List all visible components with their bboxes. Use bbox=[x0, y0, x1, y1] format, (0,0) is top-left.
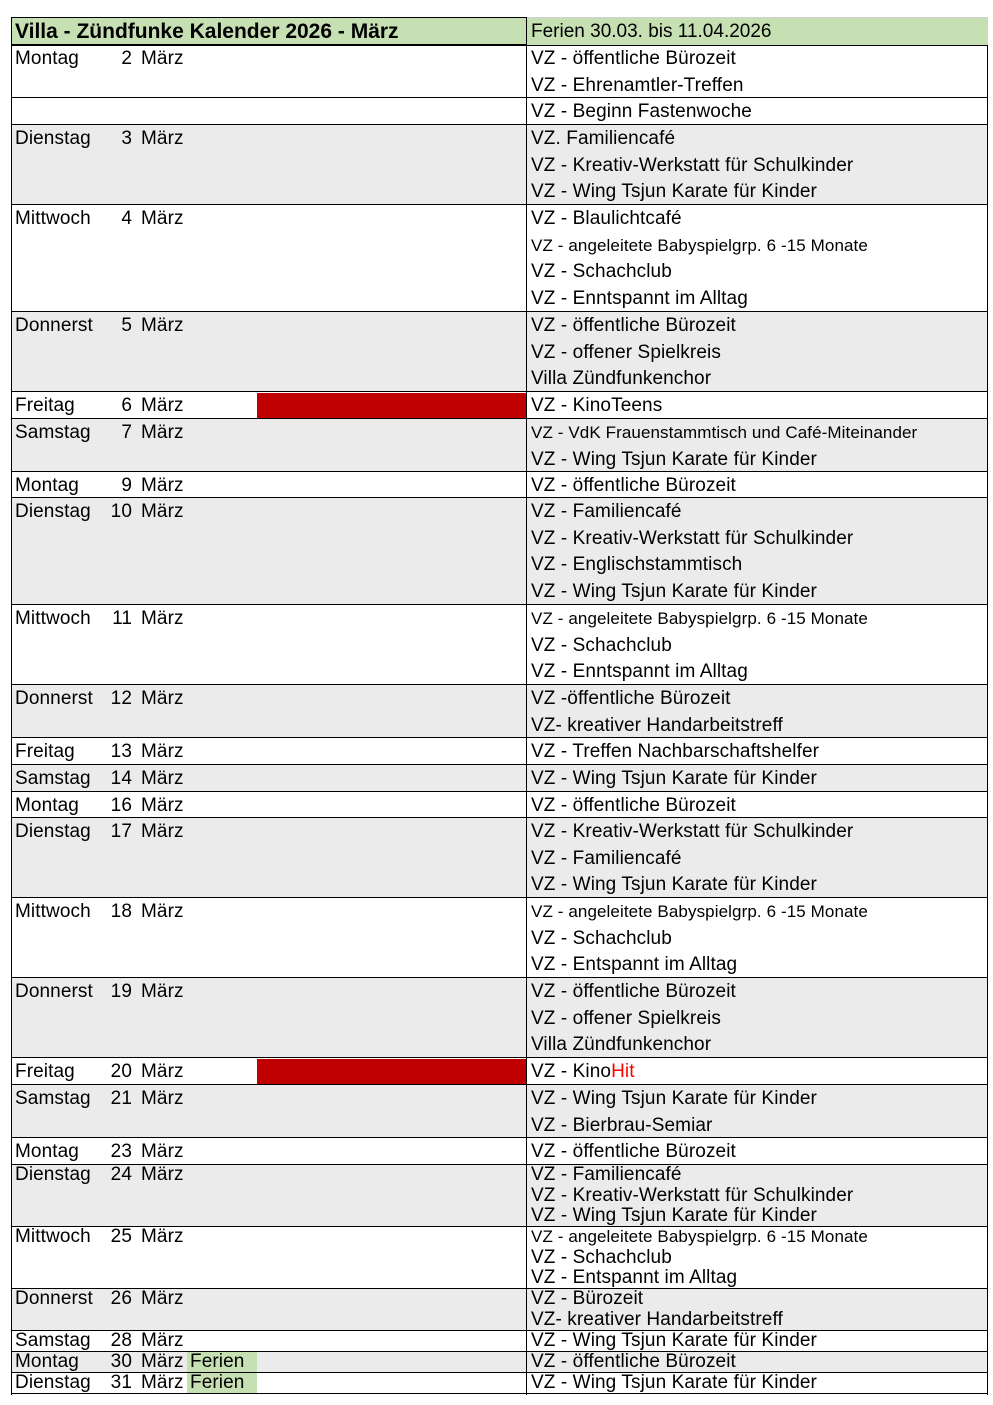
day-number: 16 bbox=[110, 795, 132, 816]
event-entry: VZ - öffentliche Bürozeit bbox=[531, 1351, 736, 1372]
kinohit-red-text: Hit bbox=[611, 1061, 635, 1082]
event-entry: VZ - Kreativ-Werkstatt für Schulkinder bbox=[531, 154, 854, 176]
row-divider bbox=[11, 1393, 988, 1394]
month-label: März bbox=[141, 1226, 184, 1247]
event-entry: VZ - Enntspannt im Alltag bbox=[531, 661, 748, 682]
event-entry: VZ - Wing Tsjun Karate für Kinder bbox=[531, 1205, 817, 1226]
month-label: März bbox=[141, 688, 184, 709]
month-label: März bbox=[141, 901, 184, 922]
day-number: 28 bbox=[110, 1330, 132, 1351]
day-number: 7 bbox=[121, 422, 132, 443]
highlight-bar bbox=[257, 1059, 527, 1085]
highlight-bar bbox=[257, 393, 527, 419]
weekday-label: Donnerst bbox=[15, 688, 93, 709]
event-entry: VZ - Familiencafé bbox=[531, 1164, 682, 1185]
month-label: März bbox=[141, 422, 184, 443]
event-entry: VZ - Blaulichtcafé bbox=[531, 208, 682, 229]
event-entry: VZ - Wing Tsjun Karate für Kinder bbox=[531, 181, 817, 202]
event-entry: VZ - Familiencafé bbox=[531, 501, 682, 522]
month-label: März bbox=[141, 795, 184, 816]
event-entry: VZ - Wing Tsjun Karate für Kinder bbox=[531, 874, 817, 895]
weekday-label: Samstag bbox=[15, 768, 91, 789]
weekday-label: Montag bbox=[15, 795, 79, 816]
event-entry: VZ - Wing Tsjun Karate für Kinder bbox=[531, 768, 817, 789]
event-entry: VZ - Bierbrau-Semiar bbox=[531, 1114, 713, 1136]
weekday-label: Mittwoch bbox=[15, 1226, 91, 1247]
month-label: März bbox=[141, 1141, 184, 1162]
weekday-label: Dienstag bbox=[15, 501, 91, 522]
holiday-label: Ferien bbox=[190, 1351, 245, 1372]
event-entry: VZ - KinoHit bbox=[531, 1061, 635, 1082]
event-entry: Villa Zündfunkenchor bbox=[531, 1034, 712, 1055]
column-divider bbox=[526, 17, 527, 1395]
event-entry: VZ - Kreativ-Werkstatt für Schulkinder bbox=[531, 1184, 854, 1206]
event-entry: VZ - Entspannt im Alltag bbox=[531, 1267, 738, 1288]
day-number: 3 bbox=[121, 128, 132, 149]
day-number: 26 bbox=[110, 1288, 132, 1309]
event-entry: VZ - Wing Tsjun Karate für Kinder bbox=[531, 580, 817, 602]
day-number: 2 bbox=[121, 48, 132, 69]
weekday-label: Mittwoch bbox=[15, 208, 91, 229]
day-number: 25 bbox=[110, 1226, 132, 1247]
day-number: 6 bbox=[121, 395, 132, 416]
day-number: 31 bbox=[110, 1372, 132, 1393]
weekday-label: Mittwoch bbox=[15, 608, 91, 629]
event-entry: VZ - öffentliche Bürozeit bbox=[531, 475, 736, 496]
day-number: 20 bbox=[110, 1061, 132, 1082]
weekday-label: Donnerst bbox=[15, 981, 93, 1002]
event-entry: VZ - öffentliche Bürozeit bbox=[531, 795, 736, 816]
header-bottom-line bbox=[11, 45, 988, 46]
event-entry: VZ - angeleitete Babyspielgrp. 6 -15 Monate bbox=[531, 609, 868, 628]
event-entry: VZ - Ehrenamtler-Treffen bbox=[531, 74, 744, 96]
weekday-label: Mittwoch bbox=[15, 901, 91, 922]
weekday-label: Montag bbox=[15, 48, 79, 69]
month-label: März bbox=[141, 821, 184, 842]
month-label: März bbox=[141, 1061, 184, 1082]
day-number: 18 bbox=[110, 901, 132, 922]
day-number: 13 bbox=[110, 741, 132, 762]
month-label: März bbox=[141, 395, 184, 416]
month-label: März bbox=[141, 1330, 184, 1351]
event-entry: VZ - Wing Tsjun Karate für Kinder bbox=[531, 1088, 817, 1109]
event-entry: VZ - Familiencafé bbox=[531, 847, 682, 869]
event-entry: VZ - Kreativ-Werkstatt für Schulkinder bbox=[531, 821, 854, 842]
month-label: März bbox=[141, 315, 184, 336]
event-entry: VZ. Familiencafé bbox=[531, 128, 676, 149]
calendar-title: Villa - Zündfunke Kalender 2026 - März bbox=[15, 20, 399, 43]
right-border bbox=[987, 45, 988, 1395]
table-row bbox=[11, 98, 988, 125]
month-label: März bbox=[141, 48, 184, 69]
month-label: März bbox=[141, 981, 184, 1002]
event-entry: VZ - Beginn Fastenwoche bbox=[531, 101, 752, 122]
event-entry: VZ- kreativer Handarbeitstreff bbox=[531, 714, 783, 736]
event-entry: VZ -öffentliche Bürozeit bbox=[531, 688, 731, 709]
month-label: März bbox=[141, 475, 184, 496]
month-label: März bbox=[141, 1351, 184, 1372]
day-number: 30 bbox=[110, 1351, 132, 1372]
left-border bbox=[11, 45, 12, 1395]
event-entry: VZ- kreativer Handarbeitstreff bbox=[531, 1309, 783, 1330]
weekday-label: Samstag bbox=[15, 422, 91, 443]
day-number: 11 bbox=[112, 608, 132, 629]
month-label: März bbox=[141, 608, 184, 629]
day-number: 9 bbox=[121, 475, 132, 496]
weekday-label: Donnerst bbox=[15, 315, 93, 336]
month-label: März bbox=[141, 128, 184, 149]
weekday-label: Dienstag bbox=[15, 1164, 91, 1185]
event-entry: VZ - öffentliche Bürozeit bbox=[531, 315, 736, 336]
weekday-label: Montag bbox=[15, 1351, 79, 1372]
day-number: 17 bbox=[110, 821, 132, 842]
weekday-label: Montag bbox=[15, 1141, 79, 1162]
weekday-label: Samstag bbox=[15, 1088, 91, 1109]
event-entry: VZ - Entspannt im Alltag bbox=[531, 954, 738, 975]
event-entry: Villa Zündfunkenchor bbox=[531, 368, 712, 389]
event-entry: VZ - angeleitete Babyspielgrp. 6 -15 Monate bbox=[531, 902, 868, 921]
day-number: 12 bbox=[110, 688, 132, 709]
day-number: 4 bbox=[121, 208, 132, 229]
event-entry: VZ - Schachclub bbox=[531, 927, 672, 949]
day-number: 10 bbox=[110, 501, 132, 522]
event-entry: VZ - Bürozeit bbox=[531, 1288, 644, 1309]
weekday-label: Dienstag bbox=[15, 821, 91, 842]
event-entry: VZ - Enntspannt im Alltag bbox=[531, 287, 748, 309]
event-entry: VZ - Schachclub bbox=[531, 1246, 672, 1268]
month-label: März bbox=[141, 768, 184, 789]
event-entry: VZ - Kreativ-Werkstatt für Schulkinder bbox=[531, 527, 854, 549]
month-label: März bbox=[141, 741, 184, 762]
event-entry: VZ - offener Spielkreis bbox=[531, 341, 721, 363]
event-entry: VZ - öffentliche Bürozeit bbox=[531, 981, 736, 1002]
event-entry: VZ - Treffen Nachbarschaftshelfer bbox=[531, 741, 820, 762]
event-entry: VZ - KinoTeens bbox=[531, 395, 663, 416]
event-entry: VZ - Wing Tsjun Karate für Kinder bbox=[531, 1372, 817, 1393]
event-entry: VZ - Wing Tsjun Karate für Kinder bbox=[531, 448, 817, 470]
weekday-label: Montag bbox=[15, 475, 79, 496]
event-entry: VZ - Wing Tsjun Karate für Kinder bbox=[531, 1330, 817, 1351]
weekday-label: Freitag bbox=[15, 395, 75, 416]
event-entry: VZ - Englischstammtisch bbox=[531, 554, 743, 575]
event-entry: VZ - öffentliche Bürozeit bbox=[531, 1141, 736, 1162]
event-entry: VZ - angeleitete Babyspielgrp. 6 -15 Monate bbox=[531, 1227, 868, 1246]
month-label: März bbox=[141, 1164, 184, 1185]
weekday-label: Samstag bbox=[15, 1330, 91, 1351]
weekday-label: Dienstag bbox=[15, 128, 91, 149]
day-number: 14 bbox=[110, 768, 132, 789]
event-entry: VZ - Schachclub bbox=[531, 634, 672, 656]
weekday-label: Dienstag bbox=[15, 1372, 91, 1393]
holiday-note: Ferien 30.03. bis 11.04.2026 bbox=[531, 21, 772, 42]
day-number: 21 bbox=[110, 1088, 132, 1109]
month-label: März bbox=[141, 208, 184, 229]
event-entry: VZ - öffentliche Bürozeit bbox=[531, 48, 736, 69]
month-label: März bbox=[141, 501, 184, 522]
event-entry: VZ - offener Spielkreis bbox=[531, 1007, 721, 1029]
month-label: März bbox=[141, 1372, 184, 1393]
day-number: 24 bbox=[110, 1164, 132, 1185]
weekday-label: Freitag bbox=[15, 1061, 75, 1082]
event-entry: VZ - Schachclub bbox=[531, 261, 672, 282]
day-number: 19 bbox=[110, 981, 132, 1002]
event-entry: VZ - angeleitete Babyspielgrp. 6 -15 Monate bbox=[531, 235, 868, 255]
day-number: 5 bbox=[121, 315, 132, 336]
day-number: 23 bbox=[110, 1141, 132, 1162]
holiday-label: Ferien bbox=[190, 1372, 245, 1393]
weekday-label: Freitag bbox=[15, 741, 75, 762]
month-label: März bbox=[141, 1088, 184, 1109]
month-label: März bbox=[141, 1288, 184, 1309]
event-entry: VZ - VdK Frauenstammtisch und Café-Miteinander bbox=[531, 423, 918, 442]
weekday-label: Donnerst bbox=[15, 1288, 93, 1309]
